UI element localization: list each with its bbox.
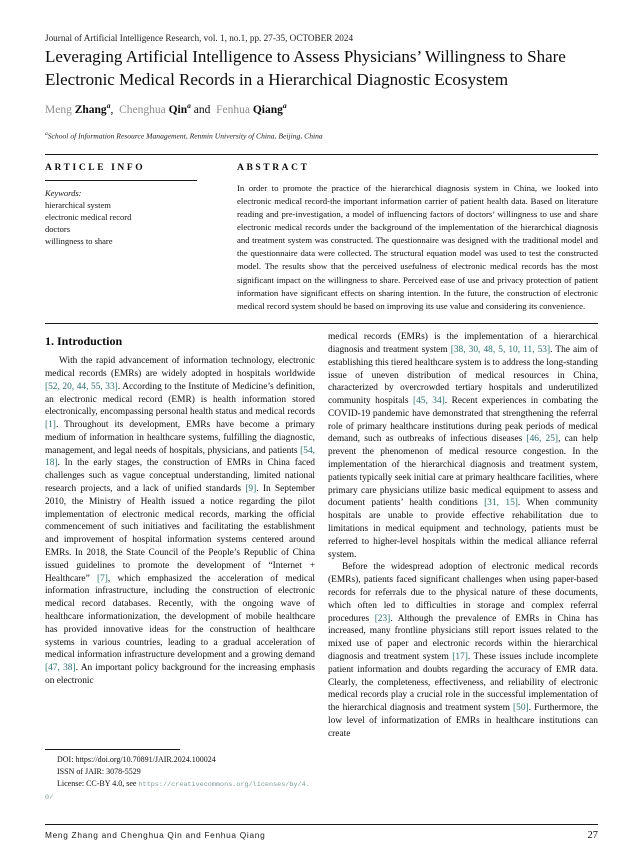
keyword-item: doctors — [45, 224, 71, 235]
author-2-family: Qin$^a$ — [168, 101, 191, 117]
issn-line — [45, 766, 315, 778]
author-1-family: Zhang$^a$ — [74, 101, 111, 117]
citation-link[interactable]: [45, 34] — [412, 396, 445, 407]
doi-label: DOI: — [57, 754, 74, 764]
license-line — [45, 778, 315, 806]
affiliation-marker: a — [45, 131, 48, 138]
license-label: License: CC-BY 4.0, see — [57, 778, 137, 788]
author-3-given: Fenhua — [216, 104, 250, 117]
citation-link[interactable]: [47, 38] — [45, 663, 76, 674]
author-1-affil-marker: a — [106, 101, 111, 111]
intro-paragraph-1-continued: medical records (EMRs) is the implementation of a hierarchical diagnosis and treatment system [38, 30, 48, 5, 10, 11, 53]. The aim of establishing this tiered healthcare system is to address the long-standing issue of uneven distribution of medical resources in China, characterized by overcrowded tertiary hospitals and underutilized community hospitals [45, 34]. Recent experiences in combating the COVID-19 pandemic have demonstrated that strengthening the referral role of primary healthcare institutions during peak periods of medical demand, such as outbreaks of infectious diseases [46, 25], can help prevent the phenomenon of medical resource congestion. In the implementation of the hierarchical diagnosis and treatment system, patients typically seek initial care at primary healthcare facilities, where primary care physicians utilize basic medical equipment to assess and document patients’ health conditions [31, 15]. When community hospitals are unable to provide effective rehabilitation due to limitations in medical equipment and technology, patients must be referred to higher-level hospitals within the medical alliance referral system. — [328, 332, 598, 560]
author-2-affil-marker: a — [187, 101, 191, 111]
left-column — [45, 331, 315, 809]
article-info-heading: ARTICLE INFO — [45, 162, 146, 173]
footer-rule — [45, 824, 598, 825]
author-line — [45, 101, 598, 116]
citation-link[interactable]: [38, 30, 48, 5, 10, 11, 53] — [450, 344, 551, 355]
issn-label: ISSN of JAIR: — [57, 766, 105, 776]
footer-row — [45, 830, 598, 841]
intro-paragraph-2: Before the widespread adoption of electronic medical records (EMRs), patients faced significant challenges when using paper-based records for referrals due to the physical nature of these documents, which often led to difficulties in storage and complex referral procedures [23]. Although the prevalence of EMRs in China has increased, many frontline physicians still report issues related to the mixed use of paper and electronic records within the hierarchical diagnosis and treatment system [17]. These issues include incomplete patient information and doubts regarding the accuracy of EMR data. Clearly, the completeness, effectiveness, and reliability of electronic medical records play a crucial role in the successful implementation of the hierarchical diagnosis and treatment system [50]. Furthermore, the low level of informatization of EMRs in healthcare institutions can create — [328, 562, 598, 739]
author-2-given: Chenghua — [119, 104, 166, 117]
intro-paragraph-1: With the rapid advancement of information technology, electronic medical records (EMRs) are widely adopted in hospitals worldwide [52, 20, 44, 55, 33]. According to the Institute of Medicine’s definition, an electronic medical record (EMR) is health information stored electronically, encompassing personal health status and medical records [1]. Throughout its development, EMRs have become a primary medium of information in healthcare systems, fulfilling the diagnostic, management, and legal needs of hospitals, physicians, and patients [54, 18]. In the early stages, the construction of EMRs in China faced challenges such as vague conceptual understanding, limited national research projects, and a lack of unified standards [9]. In September 2010, the Ministry of Health issued a notice regarding the pilot implementation of electronic medical records, marking the official commencement of such initiatives and facilitating the establishment and improvement of hospital information systems centered around EMRs. In 2018, the State Council of the People’s Republic of China issued guidelines to promote the development of “Internet + Healthcare” [7], which emphasized the acceleration of medical information infrastructure, including the construction of electronic medical record databases. Recently, with the ongoing wave of healthcare informationization, the development of mobile healthcare has provided innovative ideas for the construction of healthcare systems in various countries, leading to a gradual acceleration of medical information infrastructure development and a growing demand [47, 38]. An important policy background for the increasing emphasis on electronic — [45, 356, 315, 687]
citation-link[interactable]: [46, 25] — [526, 434, 559, 445]
citation-link[interactable]: [50] — [513, 703, 529, 714]
citation-link[interactable]: [9] — [245, 484, 257, 495]
issn-value: 3078-5529 — [106, 766, 141, 776]
page-footer — [45, 824, 598, 841]
keyword-item: hierarchical system — [45, 199, 111, 210]
keyword-item: willingness to share — [45, 236, 113, 247]
citation-link[interactable]: [52, 20, 44, 55, 33] — [45, 381, 118, 392]
abstract-heading: ABSTRACT — [237, 162, 310, 173]
info-abstract-section — [45, 155, 598, 324]
license-link[interactable]: https://creativecommons.org/licenses/by/4.0/ — [45, 780, 310, 803]
page-number: 27 — [587, 830, 598, 841]
doi-line — [45, 754, 315, 766]
paper-title: Leveraging Artificial Intelligence to Assess Physicians’ Willingness to Share Electronic Medical Records in a Hierarchical Diagnostic Ecosystem — [45, 47, 566, 89]
citation-link[interactable]: [1] — [45, 420, 56, 431]
citation-link[interactable]: [7] — [96, 573, 108, 584]
author-3-family: Qiang$^a$ — [252, 101, 287, 117]
author-1-given: Meng — [45, 104, 72, 117]
article-info-block — [45, 163, 215, 314]
abstract-block — [237, 163, 598, 314]
citation-link[interactable]: [54, 18] — [45, 445, 315, 469]
author-separator: , — [110, 104, 114, 117]
author-conjunction: and — [193, 104, 211, 117]
affiliation-line — [45, 131, 598, 141]
first-page-footnote — [45, 749, 315, 809]
journal-header: Journal of Artificial Intelligence Research, vol. 1, no.1, pp. 27-35, OCTOBER 2024 — [45, 33, 354, 43]
article-info-rule — [45, 180, 197, 181]
citation-link[interactable]: [17] — [452, 652, 468, 663]
footer-authors: Meng Zhang and Chenghua Qin and Fenhua Qiang — [45, 830, 266, 840]
section-heading-introduction: 1. Introduction — [45, 334, 123, 349]
footnote-rule — [45, 749, 180, 750]
affiliation-text: School of Information Resource Management, Renmin University of China, Beijing, China — [47, 131, 323, 141]
keywords-label: Keywords: — [45, 187, 82, 198]
abstract-text: In order to promote the practice of the hierarchical diagnosis system in China, we looked into electronic medical record-the important information carrier of patient health data. Based on literature reading and pre-investigation, a model of influencing factors of doctors’ willingness to use and share electronic medical records under the background of the implementation of the hierarchical diagnosis and treatment system was constructed. The questionnaire was designed with the traditional model and the questionnaire data were collected. The structural equation model was used to test the constructed model. The results show that the perceived usefulness of electronic medical records has the most significant impact on the willingness to share. Perceived ease of use and privacy protection of patient information have significant effects on sharing intention. In the future, the construction of electronic medical record system should be based on improving its use value and considering its convenience. — [237, 182, 598, 311]
doi-link[interactable]: https://doi.org/10.70891/JAIR.2024.100024 — [75, 754, 216, 764]
right-column — [328, 331, 598, 809]
citation-link[interactable]: [23] — [374, 613, 391, 624]
body-columns — [45, 331, 598, 809]
keyword-item: electronic medical record — [45, 211, 132, 222]
citation-link[interactable]: [31, 15] — [484, 498, 518, 509]
abstract-divider-rule — [45, 323, 598, 324]
author-3-affil-marker: a — [282, 101, 287, 111]
